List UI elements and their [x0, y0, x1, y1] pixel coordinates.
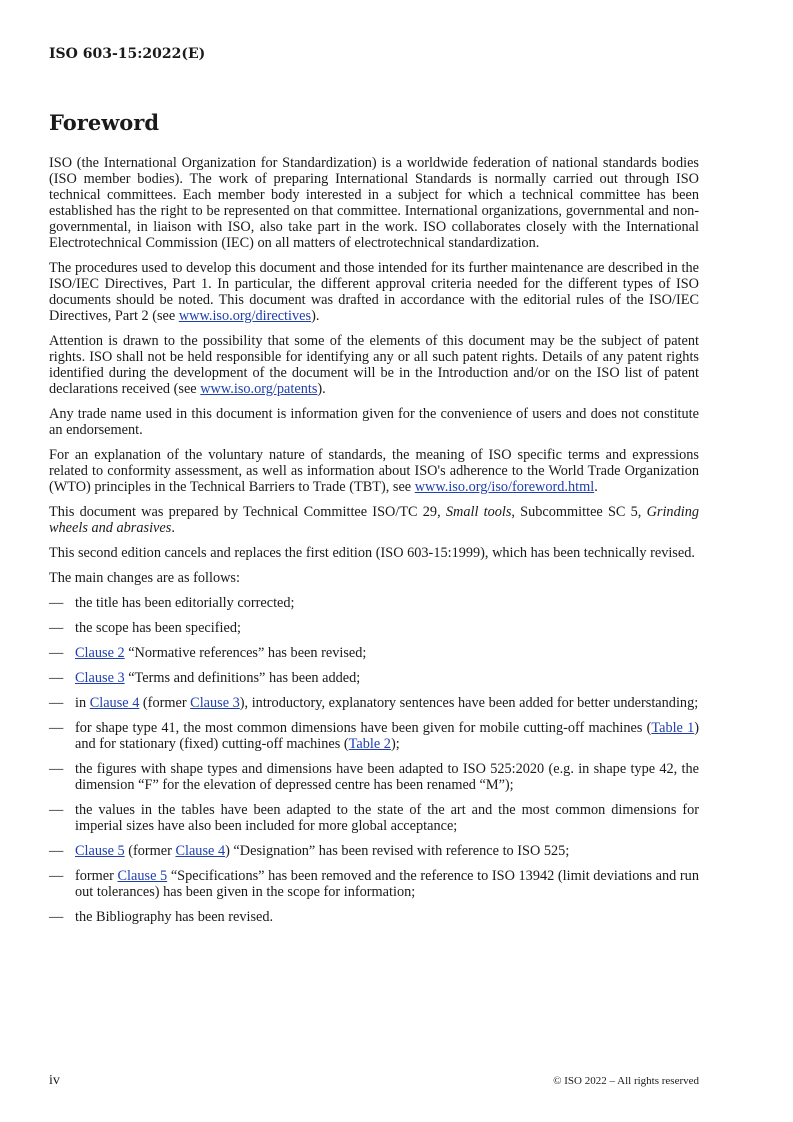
changes-list [49, 595, 699, 925]
paragraph-committee: This document was prepared by Technical Committee ISO/TC 29, Small tools, Subcommittee SC 5, Grinding wheels and abrasives. [49, 504, 699, 536]
list-item: — the scope has been specified; [49, 620, 241, 636]
paragraph-edition: This second edition cancels and replaces the first edition (ISO 603-15:1999), which has been technically revised. [49, 545, 695, 561]
list-item: — for shape type 41, the most common dimensions have been given for mobile cutting-off machines (Table 1) and for stationary (fixed) cutting-off machines (Table 2); [49, 720, 699, 752]
list-item: — the Bibliography has been revised. [49, 909, 274, 925]
list-item: — the values in the tables have been adapted to the state of the art and the most common dimensions for imperial sizes have also been included for more global acceptance; [49, 802, 699, 834]
copyright-notice: © ISO 2022 – All rights reserved [553, 1075, 699, 1087]
list-item: — the figures with shape types and dimensions have been adapted to ISO 525:2020 (e.g. in shape type 42, the dimension “F” for the elevation of depressed centre has been renamed “M”); [49, 761, 699, 793]
list-item: — Clause 3 “Terms and definitions” has been added; [49, 670, 361, 686]
former-clause-4-link[interactable]: Clause 4 [175, 843, 226, 859]
page-number: iv [49, 1073, 60, 1088]
former-clause-5-link[interactable]: Clause 5 [117, 868, 168, 884]
clause-4-link[interactable]: Clause 4 [89, 695, 140, 711]
clause-3-link[interactable]: Clause 3 [75, 670, 125, 686]
clause-2-link[interactable]: Clause 2 [75, 645, 125, 661]
list-item: — in Clause 4 (former Clause 3), introductory, explanatory sentences have been added for better understanding; [49, 695, 699, 711]
paragraph-changes-intro: The main changes are as follows: [49, 570, 240, 586]
paragraph-trade-name: Any trade name used in this document is information given for the convenience of users and does not constitute an endorsement. [49, 406, 699, 438]
former-clause-3-link[interactable]: Clause 3 [190, 695, 240, 711]
paragraph-voluntary-nature: For an explanation of the voluntary nature of standards, the meaning of ISO specific terms and expressions related to conformity assessment, as well as information about ISO's adherence to the World Trade Organization (WTO) principles in the Technical Barriers to Trade (TBT), see www.iso.org/iso/foreword.html. [49, 447, 699, 495]
table-1-link[interactable]: Table 1 [651, 720, 695, 736]
patents-link[interactable]: www.iso.org/patents [200, 381, 318, 397]
foreword-body [49, 155, 699, 934]
list-item: — Clause 5 (former Clause 4) “Designation” has been revised with reference to ISO 525; [49, 843, 570, 859]
directives-link[interactable]: www.iso.org/directives [178, 308, 312, 324]
table-2-link[interactable]: Table 2 [348, 736, 391, 752]
paragraph-iso-intro: ISO (the International Organization for Standardization) is a worldwide federation of national standards bodies (ISO member bodies). The work of preparing International Standards is normally carried out through ISO technical committees. Each member body interested in a subject for which a technical committee has been established has the right to be represented on that committee. International organizations, governmental and non-governmental, in liaison with ISO, also take part in the work. ISO collaborates closely with the International Electrotechnical Commission (IEC) on all matters of electrotechnical standardization. [49, 155, 699, 251]
clause-5-link[interactable]: Clause 5 [75, 843, 125, 859]
page-title: Foreword [49, 110, 160, 135]
list-item: — former Clause 5 “Specifications” has been removed and the reference to ISO 13942 (limit deviations and run out tolerances) has been given in the scope for information; [49, 868, 699, 900]
foreword-link[interactable]: www.iso.org/iso/foreword.html [414, 479, 595, 495]
paragraph-patents: Attention is drawn to the possibility that some of the elements of this document may be the subject of patent rights. ISO shall not be held responsible for identifying any or all such patent rights. Details of any patent rights identified during the development of the document will be in the Introduction and/or on the ISO list of patent declarations received (see www.iso.org/patents). [49, 333, 699, 397]
list-item: — Clause 2 “Normative references” has been revised; [49, 645, 367, 661]
list-item: — the title has been editorially corrected; [49, 595, 295, 611]
document-id: ISO 603-15:2022(E) [49, 46, 206, 62]
paragraph-procedures: The procedures used to develop this document and those intended for its further maintenance are described in the ISO/IEC Directives, Part 1. In particular, the different approval criteria needed for the different types of ISO documents should be noted. This document was drafted in accordance with the editorial rules of the ISO/IEC Directives, Part 2 (see www.iso.org/directives). [49, 260, 699, 324]
